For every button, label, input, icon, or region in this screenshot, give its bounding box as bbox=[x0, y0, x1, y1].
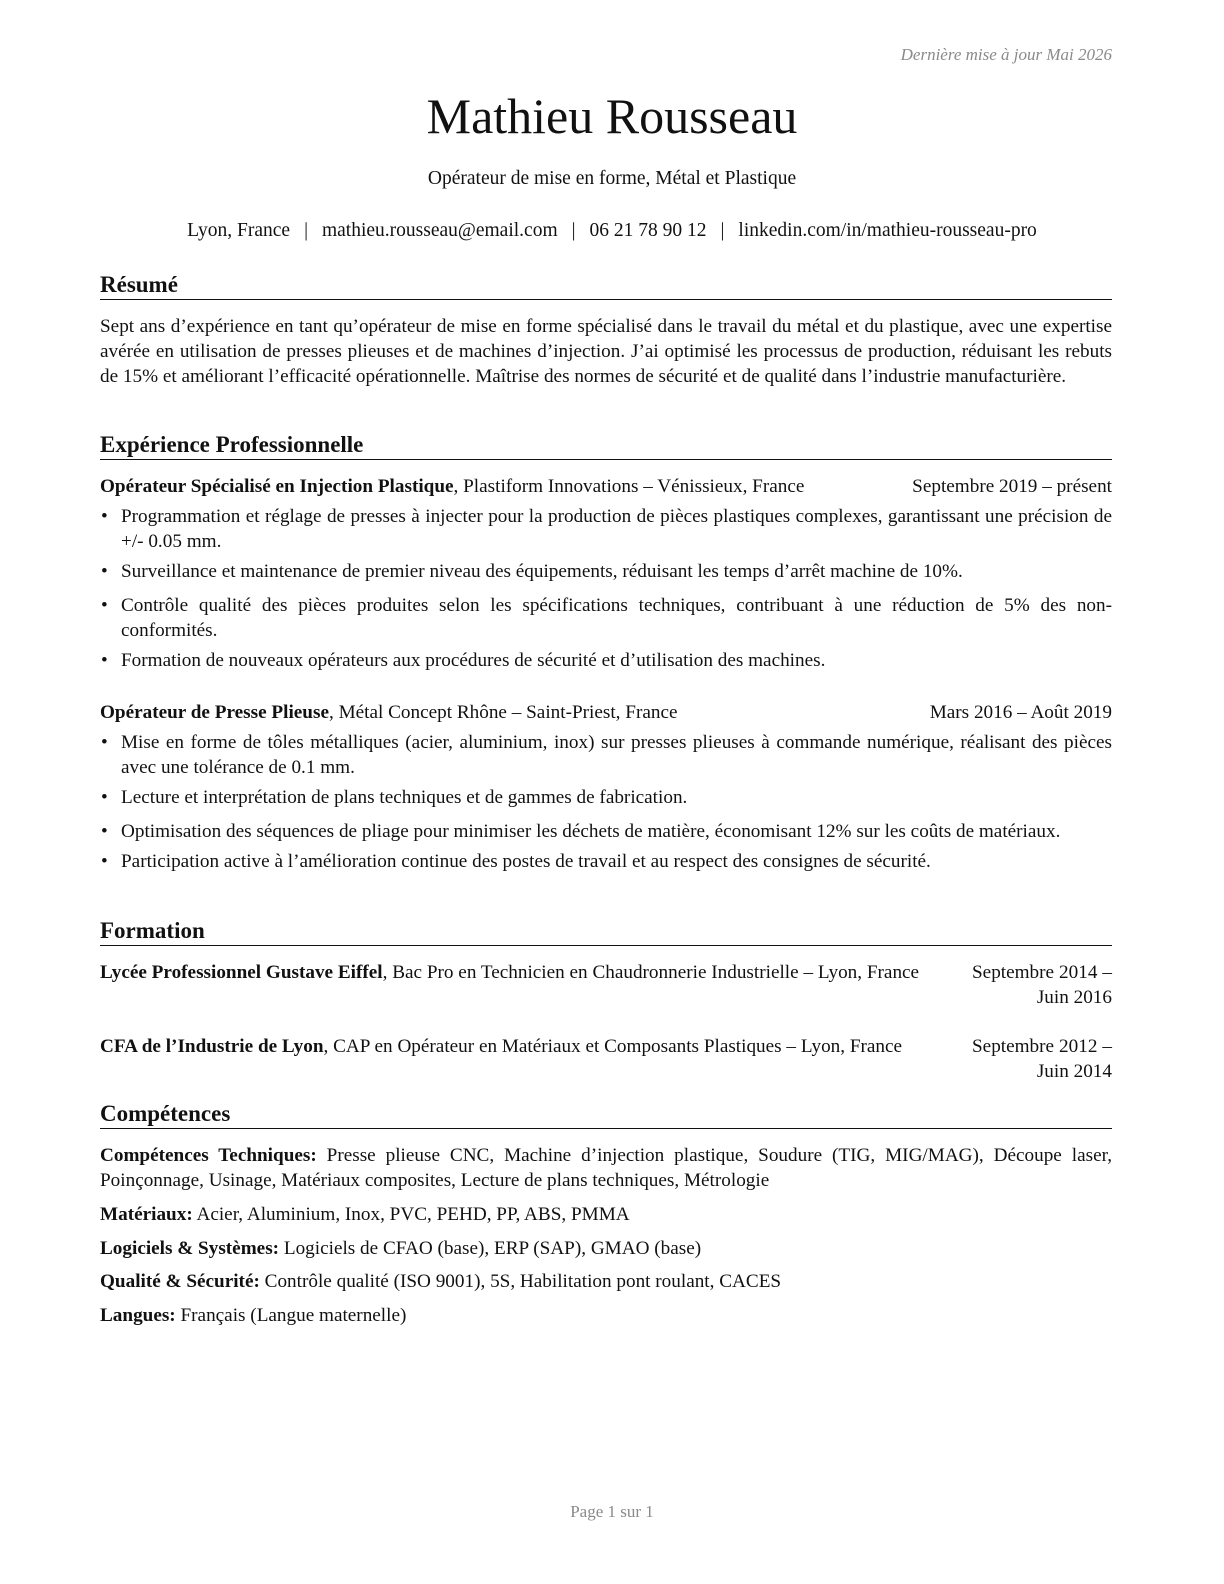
skill-value: Français (Langue maternelle) bbox=[180, 1305, 407, 1326]
section-title-education: Formation bbox=[100, 917, 1112, 946]
bullet-icon: • bbox=[101, 561, 108, 582]
section-title-skills: Compétences bbox=[100, 1100, 1112, 1129]
school-name: Lycée Professionnel Gustave Eiffel bbox=[100, 962, 383, 983]
degree: , CAP en Opérateur en Matériaux et Composants Plastiques – Lyon, France bbox=[323, 1036, 903, 1057]
bullet-icon: • bbox=[101, 595, 108, 616]
job-company: , Plastiform Innovations – Vénissieux, France bbox=[453, 476, 805, 497]
job-bullets bbox=[100, 504, 1112, 673]
degree: , Bac Pro en Technicien en Chaudronnerie Industrielle – Lyon, France bbox=[382, 962, 920, 983]
school-name: CFA de l’Industrie de Lyon bbox=[100, 1036, 324, 1057]
skill-row bbox=[100, 1269, 1112, 1294]
skill-label: Qualité & Sécurité: bbox=[100, 1271, 260, 1292]
job-dates: Mars 2016 – Août 2019 bbox=[929, 702, 1112, 723]
bullet-icon: • bbox=[101, 821, 108, 842]
job-title: Opérateur Spécialisé en Injection Plastique bbox=[100, 476, 454, 497]
skill-row bbox=[100, 1143, 1112, 1193]
skill-row bbox=[100, 1303, 1112, 1328]
skill-value: Presse plieuse CNC, Machine d’injection plastique, Soudure (TIG, MIG/MAG), Découpe laser, Poinçonnage, Usinage, Matériaux composites, Lecture de plans techniques, Métrologie bbox=[100, 1145, 1113, 1191]
headline: Opérateur de mise en forme, Métal et Plastique bbox=[427, 168, 797, 189]
linkedin-link[interactable]: linkedin.com/in/mathieu-rousseau-pro bbox=[738, 220, 1037, 241]
list-item: • Participation active à l’amélioration continue des postes de travail et au respect des consignes de sécurité. bbox=[101, 851, 931, 872]
skill-label: Langues: bbox=[100, 1305, 176, 1326]
job-dates: Septembre 2019 – présent bbox=[912, 476, 1112, 497]
list-item: • Contrôle qualité des pièces produites selon les spécifications techniques, contribuant à une réduction de 5% des non-conformités. bbox=[101, 595, 1112, 641]
skill-label: Logiciels & Systèmes: bbox=[100, 1238, 280, 1259]
bullet-icon: • bbox=[101, 851, 108, 872]
list-item: • Programmation et réglage de presses à injecter pour la production de pièces plastiques complexes, garantissant une précision de +/- 0.05 mm. bbox=[101, 506, 1112, 552]
bullet-icon: • bbox=[101, 650, 108, 671]
education-dates: Septembre 2014 – Juin 2016 bbox=[972, 962, 1112, 1008]
page-number: Page 1 sur 1 bbox=[570, 1502, 654, 1521]
separator: | bbox=[720, 220, 725, 241]
list-item: • Lecture et interprétation de plans techniques et de gammes de fabrication. bbox=[101, 787, 688, 808]
skill-row bbox=[100, 1236, 1112, 1261]
bullet-icon: • bbox=[101, 506, 108, 527]
email-link[interactable]: mathieu.rousseau@email.com bbox=[321, 220, 558, 241]
phone-number: 06 21 78 90 12 bbox=[589, 220, 707, 241]
summary-text: Sept ans d’expérience en tant qu’opérateur de mise en forme spécialisé dans le travail du métal et du plastique, avec une expertise avérée en utilisation de presses plieuses et de machines d’injection. J’ai optimisé les processus de production, réduisant les rebuts de 15% et améliorant l’efficacité opérationnelle. Maîtrise des normes de sécurité et de qualité dans l’industrie manufacturière. bbox=[100, 316, 1112, 387]
contact-line bbox=[0, 219, 1224, 243]
skill-label: Compétences Techniques: bbox=[100, 1145, 317, 1166]
last-updated: Dernière mise à jour Mai 2026 bbox=[900, 45, 1112, 64]
section-title-experience: Expérience Professionnelle bbox=[100, 431, 1112, 460]
skill-value: Contrôle qualité (ISO 9001), 5S, Habilitation pont roulant, CACES bbox=[264, 1271, 782, 1292]
candidate-name: Mathieu Rousseau bbox=[426, 88, 798, 144]
job-bullets bbox=[100, 730, 1112, 874]
job-company: , Métal Concept Rhône – Saint-Priest, France bbox=[328, 702, 678, 723]
education-entry bbox=[100, 960, 1112, 1008]
job-header bbox=[100, 474, 1112, 499]
location: Lyon, France bbox=[187, 220, 291, 241]
list-item: • Optimisation des séquences de pliage pour minimiser les déchets de matière, économisant 12% sur les coûts de matériaux. bbox=[101, 821, 1061, 842]
list-item: • Surveillance et maintenance de premier niveau des équipements, réduisant les temps d’arrêt machine de 10%. bbox=[101, 561, 963, 582]
skill-value: Acier, Aluminium, Inox, PVC, PEHD, PP, ABS, PMMA bbox=[196, 1204, 630, 1225]
separator: | bbox=[304, 220, 308, 241]
skill-value: Logiciels de CFAO (base), ERP (SAP), GMAO (base) bbox=[283, 1238, 702, 1259]
separator: | bbox=[571, 220, 576, 241]
bullet-icon: • bbox=[101, 732, 108, 753]
list-item: • Formation de nouveaux opérateurs aux procédures de sécurité et d’utilisation des machines. bbox=[101, 650, 826, 671]
list-item: • Mise en forme de tôles métalliques (acier, aluminium, inox) sur presses plieuses à commande numérique, réalisant des pièces avec une tolérance de 0.1 mm. bbox=[101, 732, 1112, 778]
bullet-icon: • bbox=[101, 787, 108, 808]
section-title-summary: Résumé bbox=[100, 271, 1112, 300]
education-entry bbox=[100, 1034, 1112, 1082]
job-title: Opérateur de Presse Plieuse bbox=[100, 702, 329, 723]
education-dates: Septembre 2012 – Juin 2014 bbox=[972, 1036, 1112, 1082]
skill-label: Matériaux: bbox=[100, 1204, 193, 1225]
skill-row bbox=[100, 1202, 1112, 1227]
job-header bbox=[100, 700, 1112, 725]
